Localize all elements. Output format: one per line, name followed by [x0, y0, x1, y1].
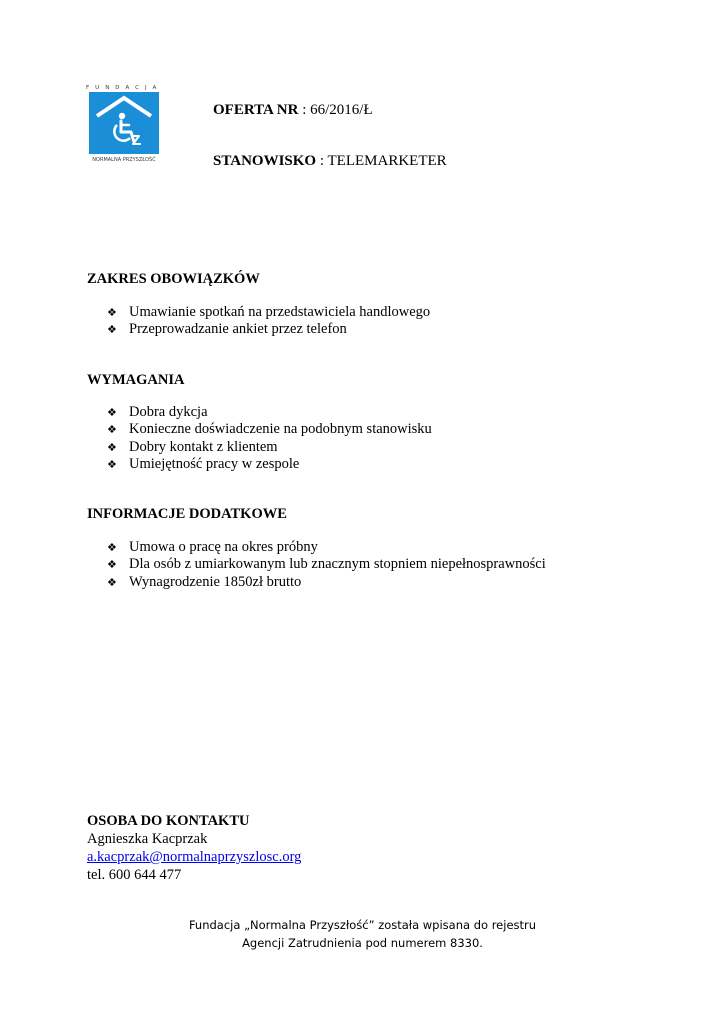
list-item: ❖ Umawianie spotkań na przedstawiciela handlowego	[107, 304, 431, 320]
diamond-bullet-icon: ❖	[107, 323, 117, 337]
offer-value: 66/2016/Ł	[310, 102, 373, 118]
list-item: ❖ Dobra dykcja	[107, 404, 208, 420]
wheelchair-house-icon	[89, 92, 159, 154]
list-item: ❖ Umiejętność pracy w zespole	[107, 456, 300, 473]
list-item: ❖ Dobry kontakt z klientem	[107, 438, 278, 455]
list-item: ❖ Umowa o pracę na okres próbny	[107, 539, 318, 555]
contact-heading: OSOBA DO KONTAKTU	[87, 813, 250, 829]
additional-info-list	[107, 539, 546, 591]
duties-list	[107, 304, 430, 339]
list-item: ❖ Dla osób z umiarkowanym lub znacznym stopniem niepełnosprawności	[107, 556, 546, 573]
foundation-logo	[86, 84, 162, 164]
position-label: STANOWISKO	[213, 153, 317, 169]
contact-block	[87, 812, 301, 884]
requirements-heading: WYMAGANIA	[87, 372, 185, 388]
footer-note	[0, 916, 725, 952]
diamond-bullet-icon: ❖	[107, 440, 117, 454]
duties-heading: ZAKRES OBOWIĄZKÓW	[87, 271, 260, 287]
list-item: ❖ Wynagrodzenie 1850zł brutto	[107, 573, 302, 590]
position-value: TELEMARKETER	[327, 153, 447, 169]
position-line: STANOWISKO : TELEMARKETER	[213, 153, 447, 169]
contact-email-link[interactable]: a.kacprzak@normalnaprzyszlosc.org	[87, 849, 302, 865]
contact-phone: tel. 600 644 477	[87, 867, 182, 883]
logo-top-text: FUNDACJA	[86, 85, 163, 91]
logo-bottom-text: NORMALNA PRZYSZŁOŚĆ	[92, 157, 156, 163]
diamond-bullet-icon: ❖	[107, 541, 117, 554]
diamond-bullet-icon: ❖	[107, 575, 117, 589]
diamond-bullet-icon: ❖	[107, 406, 117, 419]
diamond-bullet-icon: ❖	[107, 306, 117, 319]
diamond-bullet-icon: ❖	[107, 558, 117, 572]
list-item: ❖ Konieczne doświadczenie na podobnym stanowisku	[107, 421, 432, 438]
contact-name: Agnieszka Kacprzak	[87, 831, 208, 847]
offer-number-line: OFERTA NR : 66/2016/Ł	[213, 102, 373, 118]
footer-line-1: Fundacja „Normalna Przyszłość” została wpisana do rejestru	[188, 918, 537, 932]
diamond-bullet-icon: ❖	[107, 458, 117, 472]
logo-emblem	[89, 92, 159, 154]
offer-label: OFERTA NR	[213, 102, 299, 118]
diamond-bullet-icon: ❖	[107, 423, 117, 437]
additional-info-heading: INFORMACJE DODATKOWE	[87, 506, 287, 522]
footer-line-2: Agencji Zatrudnienia pod numerem 8330.	[242, 936, 483, 950]
requirements-list	[107, 404, 432, 474]
list-item: ❖ Przeprowadzanie ankiet przez telefon	[107, 321, 347, 338]
